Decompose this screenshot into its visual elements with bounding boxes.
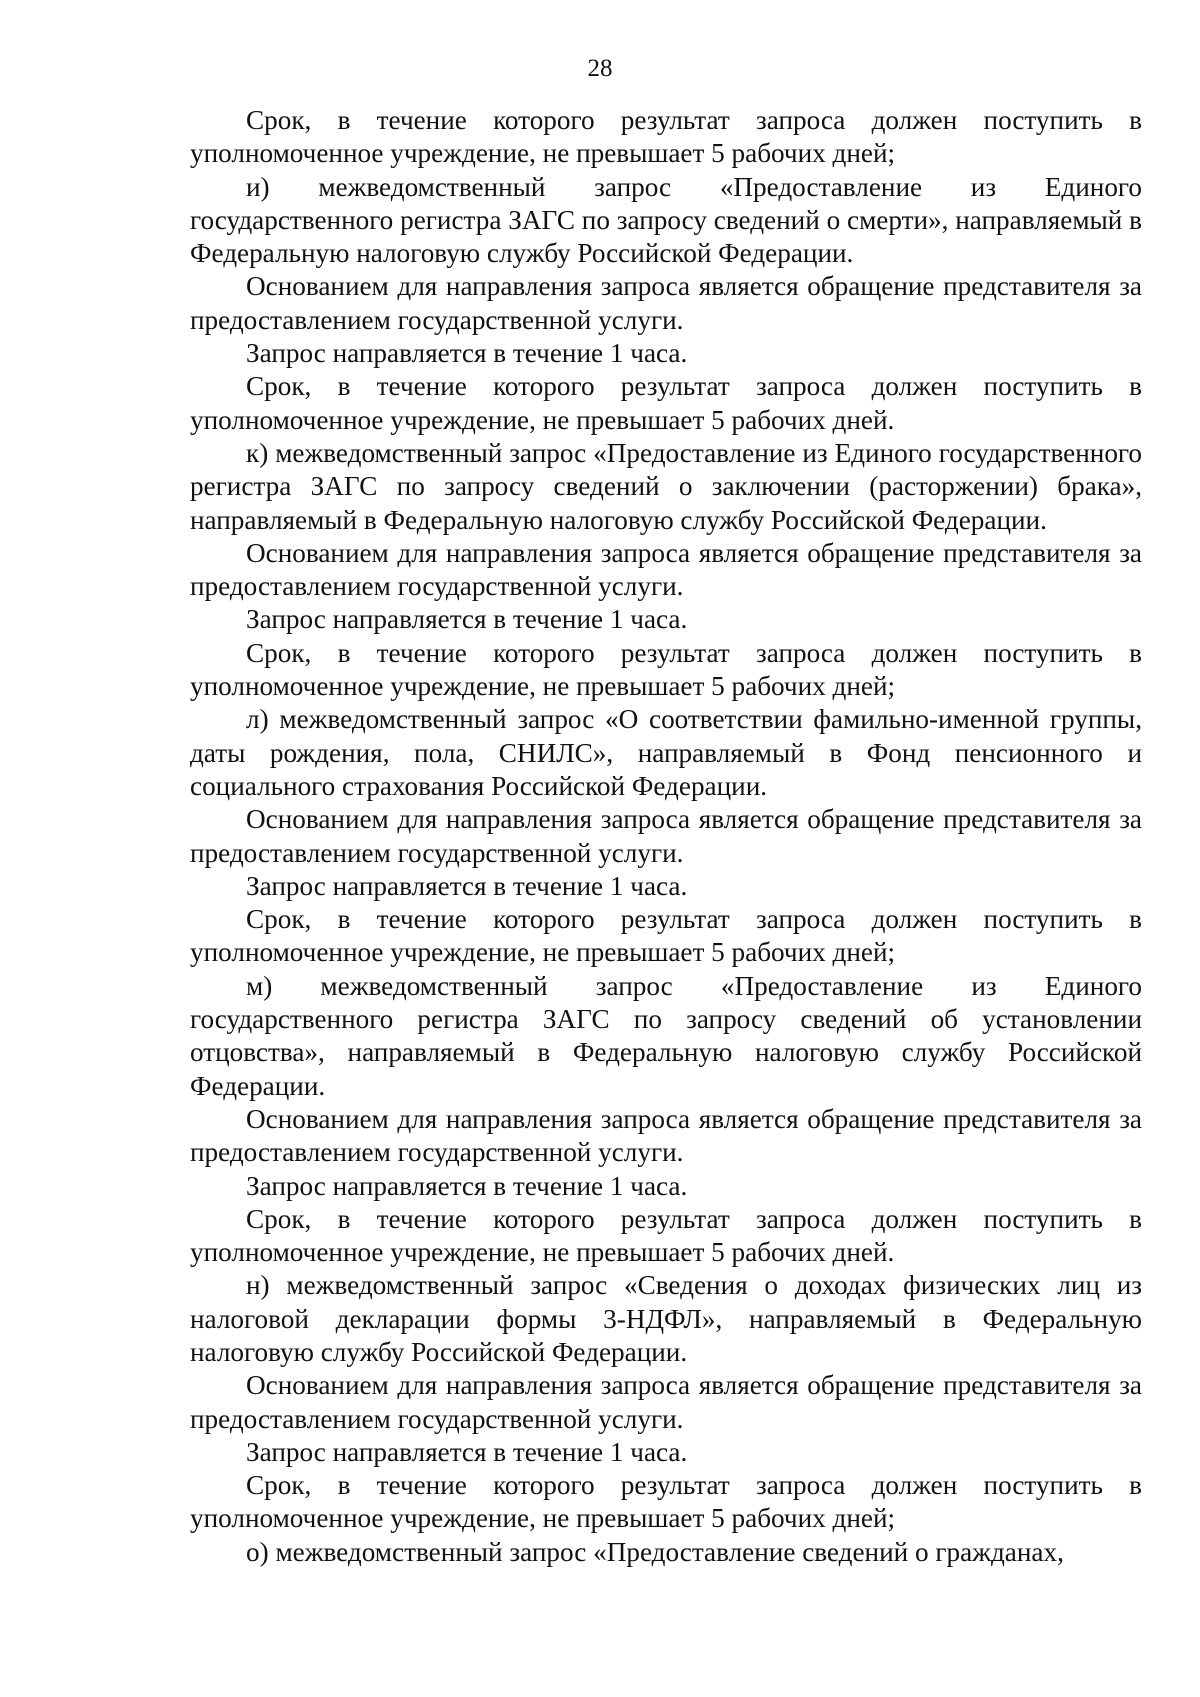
- paragraph: Основанием для направления запроса является обращение представителя за предоставлением государственной услуги.: [190, 1103, 1142, 1168]
- paragraph: Основанием для направления запроса является обращение представителя за предоставлением государственной услуги.: [190, 537, 1142, 602]
- paragraph: Основанием для направления запроса является обращение представителя за предоставлением государственной услуги.: [190, 271, 1142, 335]
- paragraph: Срок, в течение которого результат запроса должен поступить в уполномоченное учреждение, не превышает 5 рабочих дней.: [190, 1203, 1142, 1268]
- paragraph: Срок, в течение которого результат запроса должен поступить в уполномоченное учреждение, не превышает 5 рабочих дней;: [190, 904, 1142, 968]
- paragraph: Срок, в течение которого результат запроса должен поступить в уполномоченное учреждение, не превышает 5 рабочих дней;: [190, 637, 1142, 702]
- paragraph: Основанием для направления запроса является обращение представителя за предоставлением государственной услуги.: [190, 804, 1142, 868]
- paragraph: о) межведомственный запрос «Предоставление сведений о гражданах,: [246, 1536, 1064, 1567]
- page-number: 28: [587, 55, 613, 82]
- paragraph: н) межведомственный запрос «Сведения о доходах физических лиц из налоговой декларации формы 3-НДФЛ», направляемый в Федеральную налоговую службу Российской Федерации.: [190, 1270, 1142, 1367]
- paragraph: Запрос направляется в течение 1 часа.: [246, 870, 688, 901]
- paragraph: Запрос направляется в течение 1 часа.: [246, 1436, 688, 1467]
- document-body: [190, 104, 1142, 1569]
- paragraph: Основанием для направления запроса является обращение представителя за предоставлением государственной услуги.: [190, 1370, 1142, 1434]
- paragraph: Запрос направляется в течение 1 часа.: [246, 604, 688, 635]
- paragraph: Срок, в течение которого результат запроса должен поступить в уполномоченное учреждение, не превышает 5 рабочих дней;: [190, 105, 1142, 169]
- paragraph: л) межведомственный запрос «О соответствии фамильно-именной группы, даты рождения, пола, СНИЛС», направляемый в Фонд пенсионного и социального страхования Российской Федерации.: [190, 704, 1142, 801]
- paragraph: м) межведомственный запрос «Предоставление из Единого государственного регистра ЗАГС по запросу сведений об установлении отцовства», направляемый в Федеральную налоговую службу Российской Федерации.: [190, 970, 1142, 1101]
- paragraph: Срок, в течение которого результат запроса должен поступить в уполномоченное учреждение, не превышает 5 рабочих дней;: [190, 1470, 1142, 1534]
- paragraph: к) межведомственный запрос «Предоставление из Единого государственного регистра ЗАГС по запросу сведений о заключении (расторжении) брака», направляемый в Федеральную налоговую службу Российской Федерации.: [190, 437, 1142, 535]
- paragraph: Запрос направляется в течение 1 часа.: [246, 338, 688, 369]
- paragraph: Срок, в течение которого результат запроса должен поступить в уполномоченное учреждение, не превышает 5 рабочих дней.: [190, 371, 1142, 435]
- paragraph: и) межведомственный запрос «Предоставление из Единого государственного регистра ЗАГС по запросу сведений о смерти», направляемый в Федеральную налоговую службу Российской Федерации.: [190, 171, 1142, 269]
- paragraph: Запрос направляется в течение 1 часа.: [246, 1170, 688, 1201]
